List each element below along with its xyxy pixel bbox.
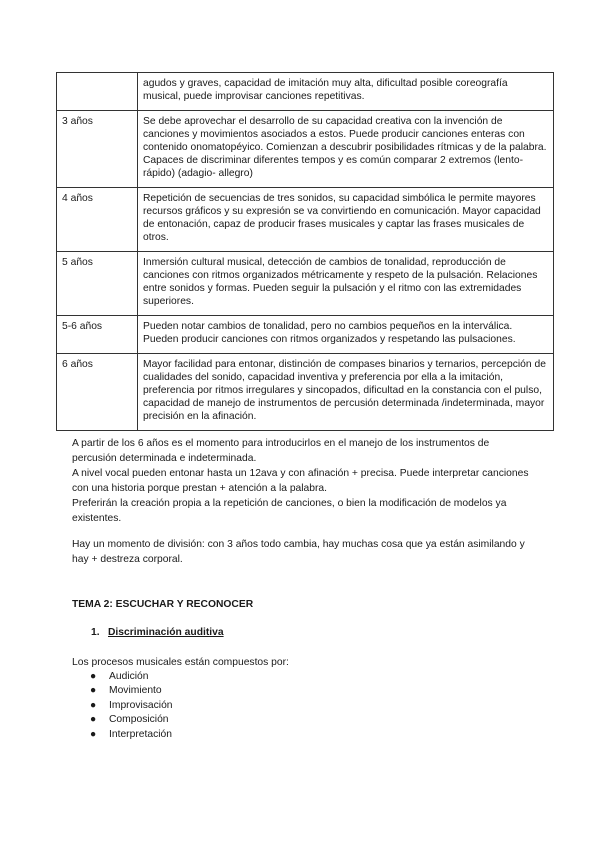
list-item-label: Interpretación — [109, 728, 172, 740]
processes-list — [90, 670, 173, 742]
age-cell: 3 años — [57, 111, 138, 188]
table-row — [57, 73, 554, 111]
bullet-icon: ● — [90, 685, 97, 697]
subsection-heading — [91, 627, 224, 638]
list-item-label: Composición — [109, 714, 169, 726]
table-row — [57, 354, 554, 431]
age-cell: 6 años — [57, 354, 138, 431]
bullet-icon: ● — [90, 671, 97, 682]
bullet-icon: ● — [90, 699, 97, 711]
paragraph-line: A partir de los 6 años es el momento para introducirlos en el manejo de los instrumentos de percusión determinada e indeterminada. — [72, 438, 490, 464]
age-cell: 5 años — [57, 252, 138, 316]
subsection-number: 1. — [91, 627, 100, 638]
description-cell: Se debe aprovechar el desarrollo de su capacidad creativa con la invención de canciones y movimientos asociados a estos. Puede producir canciones enteras con contenido onomatopéyico. Comienzan a descubrir posibilidades rítmicas y de la palabra. Capaces de discriminar diferentes tempos y es común comparar 2 extremos (lento- rápido) (adagio- allegro) — [138, 111, 554, 188]
list-item — [90, 670, 173, 684]
division-paragraph: Hay un momento de división: con 3 años todo cambia, hay muchas cosa que ya están asimilando y hay + destreza corporal. — [72, 539, 525, 565]
development-table — [56, 72, 554, 431]
table-row — [57, 188, 554, 252]
list-item — [90, 699, 173, 713]
section-title: TEMA 2: ESCUCHAR Y RECONOCER — [72, 599, 254, 610]
description-cell: Pueden notar cambios de tonalidad, pero no cambios pequeños en la interválica. Pueden producir canciones con ritmos organizados y respetando las pulsaciones. — [138, 316, 554, 354]
age-cell — [57, 73, 138, 111]
age-cell: 4 años — [57, 188, 138, 252]
list-item — [90, 684, 173, 698]
table-row — [57, 111, 554, 188]
paragraph-line: A nivel vocal pueden entonar hasta un 12ava y con afinación + precisa. Puede interpretar canciones con una historia porque prestan + atención a la palabra. — [72, 468, 529, 494]
age-cell: 5-6 años — [57, 316, 138, 354]
table-row — [57, 252, 554, 316]
list-item — [90, 728, 173, 742]
bullet-icon: ● — [90, 728, 97, 740]
description-cell: Repetición de secuencias de tres sonidos, su capacidad simbólica le permite mayores recursos gráficos y su expresión se va convirtiendo en comunicación. Mayor capacidad de entonación, capaz de producir frases musicales y captar las frases musicales de otros. — [138, 188, 554, 252]
table-row — [57, 316, 554, 354]
list-item-label: Improvisación — [109, 699, 173, 711]
list-item-label: Audición — [109, 671, 149, 682]
paragraph-line: Preferirán la creación propia a la repetición de canciones, o bien la modificación de modelos ya existentes. — [72, 498, 507, 524]
processes-intro: Los procesos musicales están compuestos por: — [72, 657, 289, 668]
bullet-icon: ● — [90, 714, 97, 726]
description-cell: agudos y graves, capacidad de imitación muy alta, dificultad posible coreografía musical, puede improvisar canciones repetitivas. — [138, 73, 554, 111]
description-cell: Inmersión cultural musical, detección de cambios de tonalidad, reproducción de canciones con ritmos organizados métricamente y respeto de la pulsación. Relaciones entre sonidos y formas. Pueden seguir la pulsación y el ritmo con las extremidades superiores. — [138, 252, 554, 316]
subsection-title: Discriminación auditiva — [108, 627, 224, 638]
list-item — [90, 713, 173, 727]
instruments-paragraph — [72, 436, 532, 526]
description-cell: Mayor facilidad para entonar, distinción de compases binarios y ternarios, percepción de cualidades del sonido, capacidad inventiva y preferencia por ella a la imitación, preferencia por ritmos irregulares y sincopados, dificultad en la constancia con el pulso, capacidad de manejo de instrumentos de percusión determinada /indeterminada, mayor precisión en la afinación. — [138, 354, 554, 431]
list-item-label: Movimiento — [109, 685, 162, 697]
